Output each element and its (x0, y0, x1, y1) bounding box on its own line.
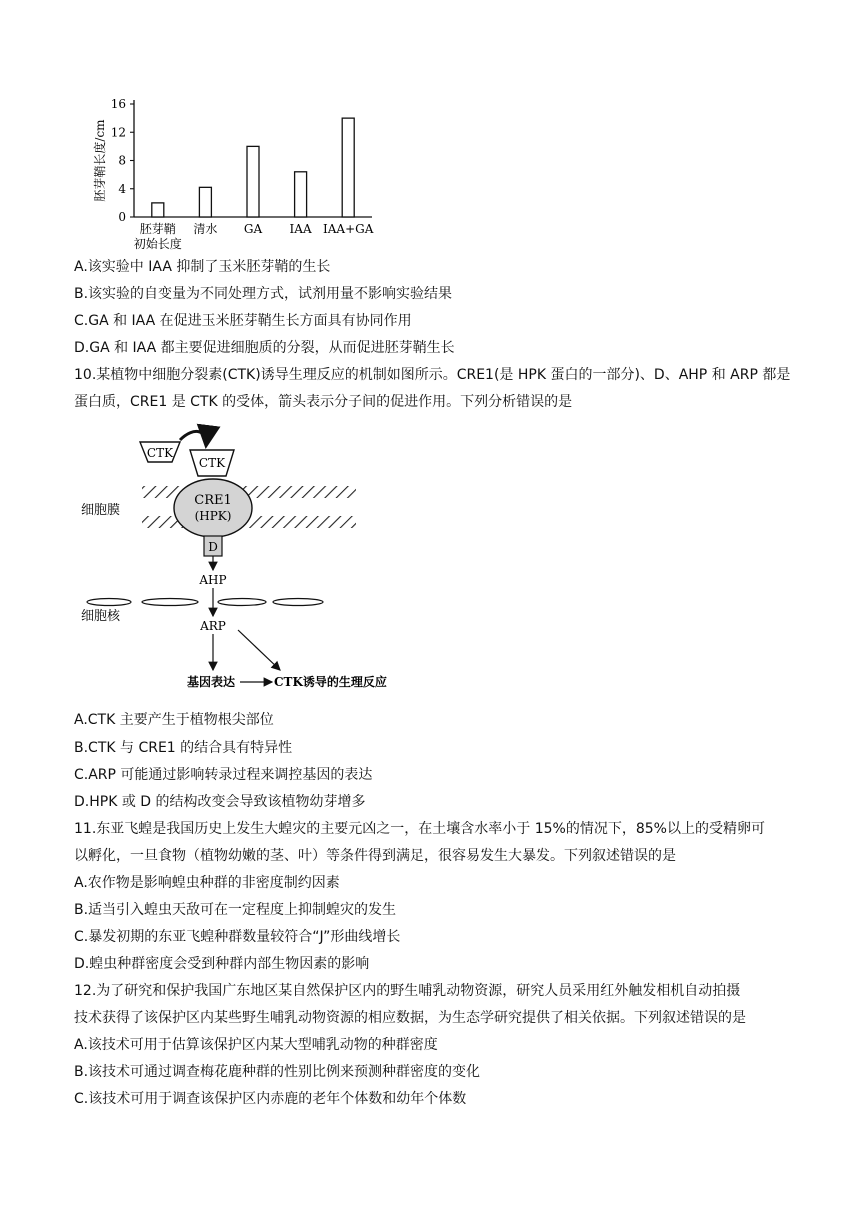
q10-stem-line2: 蛋白质，CRE1 是 CTK 的受体，箭头表示分子间的促进作用。下列分析错误的是 (74, 394, 573, 410)
x-tick-label: IAA (289, 222, 312, 236)
y-tick-label: 0 (118, 210, 126, 224)
q11-stem-line2: 以孵化，一旦食物（植物幼嫩的茎、叶）等条件得到满足，很容易发生大暴发。下列叙述错误的是 (74, 848, 676, 864)
hpk-label: (HPK) (194, 509, 232, 523)
q11-option-a: A.农作物是影响蝗虫种群的非密度制约因素 (74, 875, 340, 891)
q11-option-c: C.暴发初期的东亚飞蝗种群数量较符合“J”形曲线增长 (74, 929, 401, 945)
x-tick-label: IAA+GA (323, 222, 374, 236)
bar-chart (92, 92, 382, 252)
ahp-label: AHP (199, 573, 227, 587)
bar (247, 146, 259, 217)
gene-expression-label: 基因表达 (186, 675, 236, 689)
q11-option-b: B.适当引入蝗虫天敌可在一定程度上抑制蝗灾的发生 (74, 902, 397, 918)
y-tick-label: 12 (110, 125, 126, 140)
q9-option-c: C.GA 和 IAA 在促进玉米胚芽鞘生长方面具有协同作用 (74, 313, 412, 329)
q9-option-b: B.该实验的自变量为不同处理方式，试剂用量不影响实验结果 (74, 286, 453, 302)
d-label: D (208, 540, 218, 554)
y-tick-label: 4 (118, 181, 126, 196)
nuclear-envelope-3 (218, 599, 266, 606)
q9-option-a: A.该实验中 IAA 抑制了玉米胚芽鞘的生长 (74, 259, 331, 275)
ctk-free-label: CTK (146, 446, 174, 460)
ctk-bound-label: CTK (198, 456, 226, 470)
cre1-receptor (174, 479, 252, 537)
y-tick-label: 8 (118, 153, 126, 168)
bar (295, 172, 307, 217)
nuclear-envelope-2 (142, 599, 198, 606)
q10-option-b: B.CTK 与 CRE1 的结合具有特异性 (74, 740, 293, 756)
q10-option-c: C.ARP 可能通过影响转录过程来调控基因的表达 (74, 767, 373, 783)
x-tick-label: 初始长度 (133, 237, 182, 251)
bar (199, 187, 211, 217)
arp-label: ARP (200, 619, 226, 633)
q9-option-d: D.GA 和 IAA 都主要促进细胞质的分裂，从而促进胚芽鞘生长 (74, 340, 455, 356)
bar (342, 118, 354, 217)
q10-option-a: A.CTK 主要产生于植物根尖部位 (74, 712, 274, 728)
response-label: CTK诱导的生理反应 (274, 675, 387, 689)
bar (152, 203, 164, 217)
cre1-label: CRE1 (194, 493, 232, 508)
x-tick-label: GA (243, 222, 263, 236)
q12-stem-line2: 技术获得了该保护区内某些野生哺乳动物资源的相应数据，为生态学研究提供了相关依据。下列叙述错误的是 (74, 1010, 746, 1026)
y-axis-label: 胚芽鞘长度/cm (93, 119, 107, 202)
q11-stem-line1: 11.东亚飞蝗是我国历史上发生大蝗灾的主要元凶之一，在土壤含水率小于 15%的情况下，85%以上的受精卵可 (74, 821, 765, 837)
q10-option-d: D.HPK 或 D 的结构改变会导致该植物幼芽增多 (74, 794, 366, 810)
q10-stem-line1: 10.某植物中细胞分裂素(CTK)诱导生理反应的机制如图所示。CRE1(是 HPK 蛋白的一部分)、D、AHP 和 ARP 都是 (74, 367, 791, 383)
ctk-signaling-diagram (76, 418, 421, 698)
membrane-label: 细胞膜 (81, 503, 121, 518)
nuclear-envelope-1 (87, 599, 131, 606)
q12-stem-line1: 12.为了研究和保护我国广东地区某自然保护区内的野生哺乳动物资源，研究人员采用红外触发相机自动拍摄 (74, 983, 741, 999)
nuclear-envelope-4 (273, 599, 323, 606)
nucleus-label: 细胞核 (81, 609, 121, 624)
y-tick-label: 16 (110, 97, 126, 111)
q11-option-d: D.蝗虫种群密度会受到种群内部生物因素的影响 (74, 956, 370, 972)
q12-option-b: B.该技术可通过调查梅花鹿种群的性别比例来预测种群密度的变化 (74, 1064, 481, 1080)
q12-option-c: C.该技术可用于调查该保护区内赤鹿的老年个体数和幼年个体数 (74, 1091, 467, 1107)
x-tick-label: 清水 (193, 222, 218, 236)
q12-option-a: A.该技术可用于估算该保护区内某大型哺乳动物的种群密度 (74, 1037, 438, 1053)
binding-arrow (180, 431, 206, 446)
x-tick-label: 胚芽鞘 (139, 222, 176, 236)
